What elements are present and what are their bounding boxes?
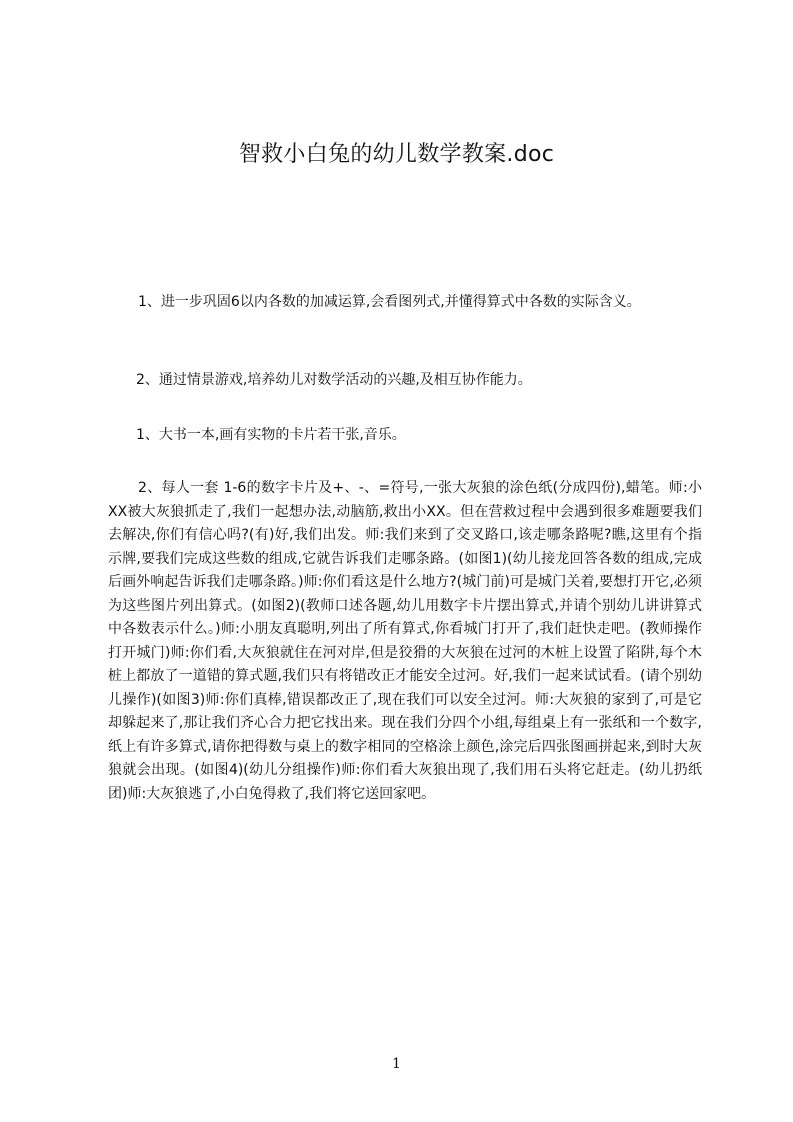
paragraph-objective-1: 1、进一步巩固6以内各数的加减运算,会看图列式,并懂得算式中各数的实际含义。 xyxy=(138,294,641,310)
page-number: 1 xyxy=(392,1056,401,1072)
paragraph-material-1: 1、大书一本,画有实物的卡片若干张,音乐。 xyxy=(136,427,406,443)
paragraph-objective-2: 2、通过情景游戏,培养幼儿对数学活动的兴趣,及相互协作能力。 xyxy=(136,372,532,388)
paragraph-material-2-and-process: 2、每人一套 1-6的数字卡片及+、-、=符号,一张大灰狼的涂色纸(分成四份),蜡笔。师:小XX被大灰狼抓走了,我们一起想办法,动脑筋,救出小XX。但在营救过程中会遇到很多难题要我们去解决,你们有信心吗?(有)好,我们出发。师:我们来到了交叉路口,该走哪条路呢?瞧,这里有个指示牌,要我们完成这些数的组成,它就告诉我们走哪条路。(如图1)(幼儿接龙回答各数的组成,完成后画外响起告诉我们走哪条路。)师:你们看这是什么地方?(城门前)可是城门关着,要想打开它,必须为这些图片列出算式。(如图2)(教师口述各题,幼儿用数字卡片摆出算式,并请个别幼儿讲讲算式中各数表示什么。)师:小朋友真聪明,列出了所有算式,你看城门打开了,我们赶快走吧。(教师操作打开城门)师:你们看,大灰狼就住在河对岸,但是狡猾的大灰狼在过河的木桩上设置了陷阱,每个木桩上都放了一道错的算式题,我们只有将错改正才能安全过河。好,我们一起来试试看。(请个别幼儿操作)(如图3)师:你们真棒,错误都改正了,现在我们可以安全过河。师:大灰狼的家到了,可是它却躲起来了,那让我们齐心合力把它找出来。现在我们分四个小组,每组桌上有一张纸和一个数字,纸上有许多算式,请你把得数与桌上的数字相同的空格涂上颜色,涂完后四张图画拼起来,到时大灰狼就会出现。(如图4)(幼儿分组操作)师:你们看大灰狼出现了,我们用石头将它赶走。(幼儿扔纸团)师:大灰狼逃了,小白兔得救了,我们将它送回家吧。 xyxy=(108,480,702,802)
document-title: 智救小白兔的幼儿数学教案.doc xyxy=(238,142,555,167)
